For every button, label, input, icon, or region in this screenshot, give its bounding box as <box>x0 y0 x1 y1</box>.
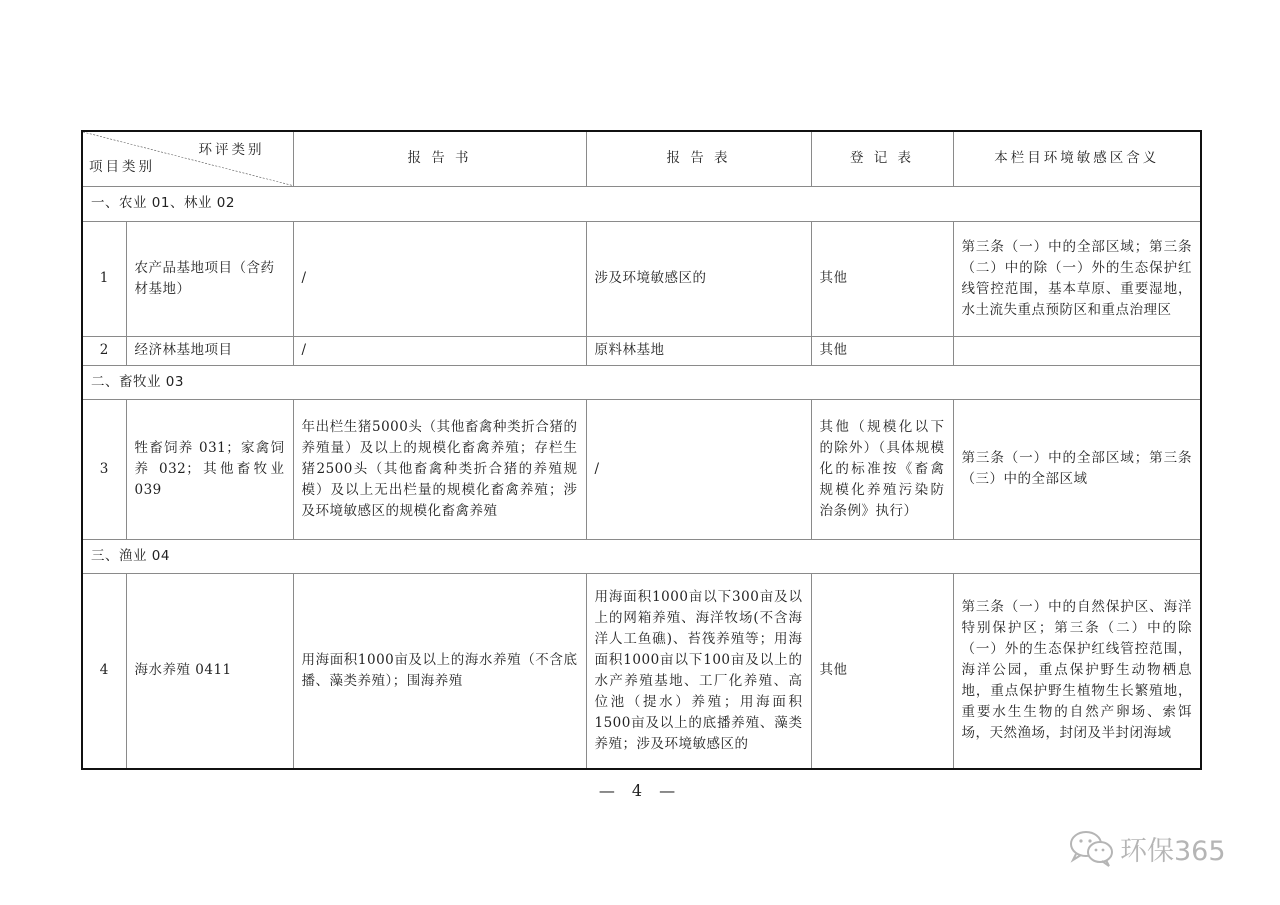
header-eia-category-label: 环评类别 <box>198 142 265 158</box>
registration-cell: 其他 <box>811 573 953 769</box>
project-name: 海水养殖 0411 <box>126 573 293 769</box>
table-row <box>82 336 1201 365</box>
sensitive-area-cell: 第三条（一）中的全部区域；第三条（二）中的除（一）外的生态保护红线管控范围，基本草原、重要湿地，水土流失重点预防区和重点治理区 <box>953 221 1201 336</box>
header-project-category-label: 项目类别 <box>89 158 155 175</box>
section-row-animal-husbandry <box>82 365 1201 399</box>
report-form-cell: 用海面积1000亩以下300亩及以上的网箱养殖、海洋牧场(不含海洋人工鱼礁)、苔筏养殖等；用海面积1000亩以下100亩及以上的水产养殖基地、工厂化养殖、高位池（提水）养殖；用海面积1500亩及以上的底播养殖、藻类养殖；涉及环境敏感区的 <box>586 573 811 769</box>
project-name: 农产品基地项目（含药材基地） <box>126 221 293 336</box>
row-number: 4 <box>82 573 126 769</box>
row-number: 2 <box>82 336 126 365</box>
diagonal-header-cell <box>82 131 293 186</box>
section-title: 三、渔业 04 <box>82 539 1201 573</box>
report-form-cell: / <box>586 399 811 539</box>
wechat-icon <box>1068 828 1116 868</box>
registration-cell: 其他 <box>811 221 953 336</box>
page-number: — 4 — <box>598 781 682 800</box>
row-number: 3 <box>82 399 126 539</box>
section-title: 二、畜牧业 03 <box>82 365 1201 399</box>
report-form-cell: 涉及环境敏感区的 <box>586 221 811 336</box>
report-book-cell: / <box>293 336 586 365</box>
table-row <box>82 573 1201 769</box>
watermark <box>1068 828 1226 868</box>
report-form-cell: 原料林基地 <box>586 336 811 365</box>
table-row <box>82 221 1201 336</box>
report-book-cell: 年出栏生猪5000头（其他畜禽种类折合猪的养殖量）及以上的规模化畜禽养殖；存栏生猪2500头（其他畜禽种类折合猪的养殖规模）及以上无出栏量的规模化畜禽养殖；涉及环境敏感区的规模化畜禽养殖 <box>293 399 586 539</box>
section-title: 一、农业 01、林业 02 <box>82 186 1201 221</box>
table-row <box>82 399 1201 539</box>
header-registration-form: 登 记 表 <box>811 131 953 186</box>
section-row-fishery <box>82 539 1201 573</box>
header-report-form: 报 告 表 <box>586 131 811 186</box>
project-name: 经济林基地项目 <box>126 336 293 365</box>
header-report-book: 报 告 书 <box>293 131 586 186</box>
registration-cell: 其他 <box>811 336 953 365</box>
sensitive-area-cell: 第三条（一）中的自然保护区、海洋特别保护区；第三条（二）中的除（一）外的生态保护红线管控范围，海洋公园，重点保护野生动物栖息地，重点保护野生植物生长繁殖地，重要水生生物的自然产卵场、索饵场，天然渔场，封闭及半封闭海域 <box>953 573 1201 769</box>
registration-cell: 其他（规模化以下的除外）（具体规模化的标准按《畜禽规模化养殖污染防治条例》执行） <box>811 399 953 539</box>
header-sensitive-area: 本栏目环境敏感区含义 <box>953 131 1201 186</box>
eia-classification-table <box>81 130 1202 770</box>
sensitive-area-cell: 第三条（一）中的全部区域；第三条（三）中的全部区域 <box>953 399 1201 539</box>
project-name: 牲畜饲养 031；家禽饲养 032；其他畜牧业 039 <box>126 399 293 539</box>
table-header-row <box>82 131 1201 186</box>
row-number: 1 <box>82 221 126 336</box>
section-row-agriculture-forestry <box>82 186 1201 221</box>
watermark-text: 环保365 <box>1120 835 1226 867</box>
sensitive-area-cell <box>953 336 1201 365</box>
report-book-cell: / <box>293 221 586 336</box>
report-book-cell: 用海面积1000亩及以上的海水养殖（不含底播、藻类养殖）；围海养殖 <box>293 573 586 769</box>
